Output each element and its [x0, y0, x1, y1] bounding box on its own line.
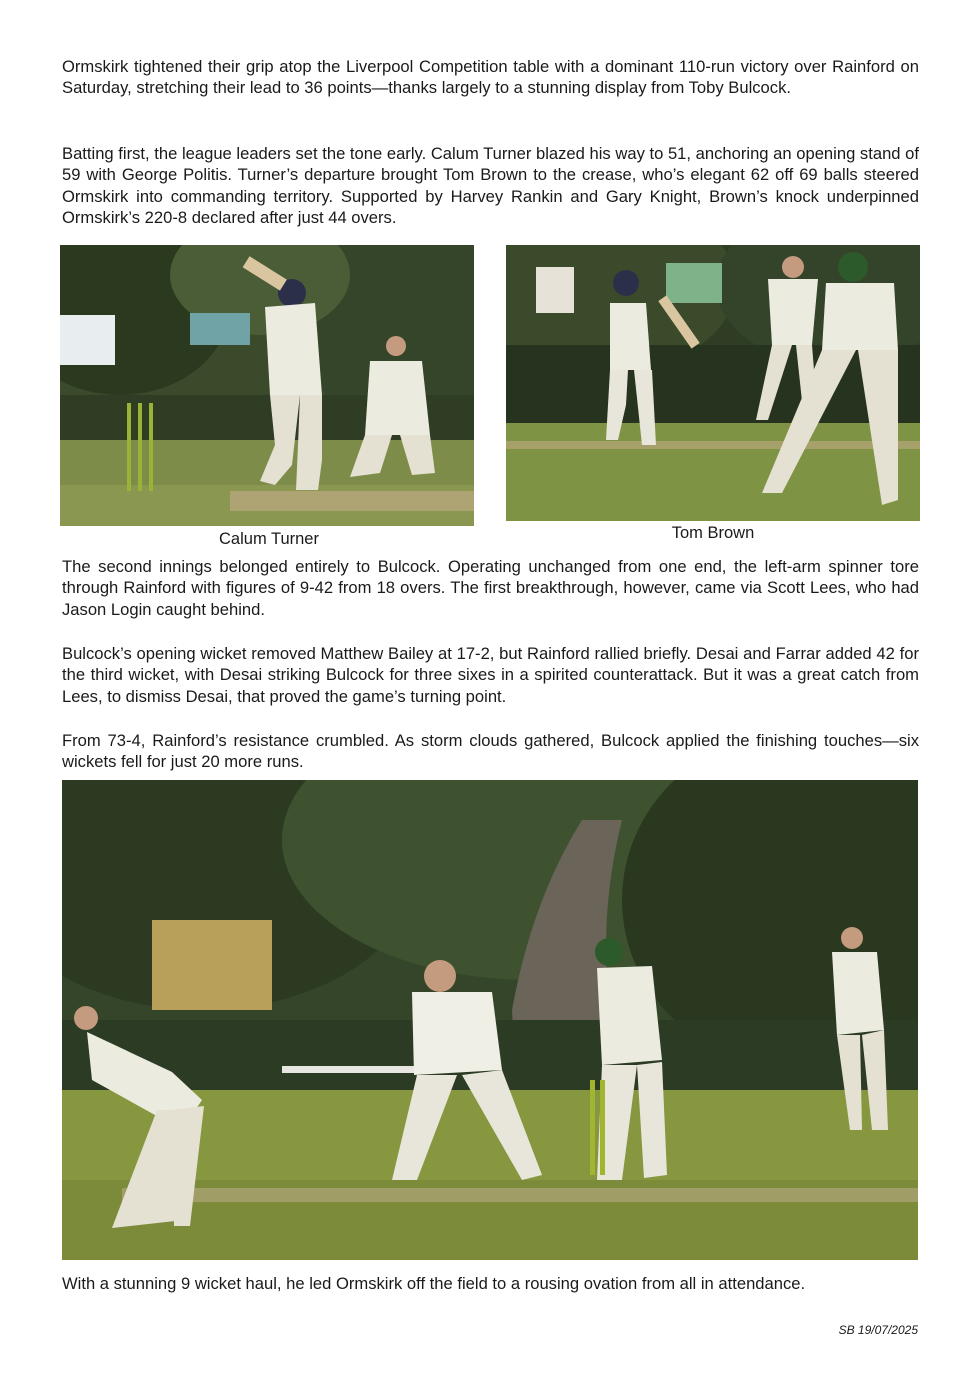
- photo-bulcock-bowling: [62, 780, 918, 1260]
- paragraph-rally: Bulcock’s opening wicket removed Matthew Bailey at 17-2, but Rainford rallied briefly. Desai and Farrar added 42 for the third wicket, with Desai striking Bulcock for three sixes in a spirited counterattack. But it was a great catch from Lees, to dismiss Desai, that proved the game’s turning point.: [62, 644, 919, 706]
- footer-credit: SB 19/07/2025: [838, 1323, 918, 1337]
- caption-calum-turner: Calum Turner: [219, 530, 319, 548]
- paragraph-intro: Ormskirk tightened their grip atop the Liverpool Competition table with a dominant 110-run victory over Rainford on Saturday, stretching their lead to 36 points—thanks largely to a stunning display from Toby Bulcock.: [62, 57, 919, 98]
- paragraph-closing: With a stunning 9 wicket haul, he led Ormskirk off the field to a rousing ovation from all in attendance.: [62, 1274, 806, 1293]
- caption-tom-brown: Tom Brown: [671, 524, 755, 542]
- paragraph-collapse: From 73-4, Rainford’s resistance crumbled. As storm clouds gathered, Bulcock applied the finishing touches—six wickets fell for just 20 more runs.: [62, 731, 919, 772]
- paragraph-batting: Batting first, the league leaders set the tone early. Calum Turner blazed his way to 51, anchoring an opening stand of 59 with George Politis. Turner’s departure brought Tom Brown to the crease, who’s elegant 62 off 69 balls steered Ormskirk into commanding territory. Supported by Harvey Rankin and Gary Knight, Brown’s knock underpinned Ormskirk’s 220-8 declared after just 44 overs.: [62, 144, 919, 228]
- photo-tom-brown: [506, 245, 920, 521]
- photo-calum-turner: [60, 245, 474, 526]
- paragraph-second-innings: The second innings belonged entirely to Bulcock. Operating unchanged from one end, the left-arm spinner tore through Rainford with figures of 9-42 from 18 overs. The first breakthrough, however, came via Scott Lees, who had Jason Login caught behind.: [62, 557, 919, 619]
